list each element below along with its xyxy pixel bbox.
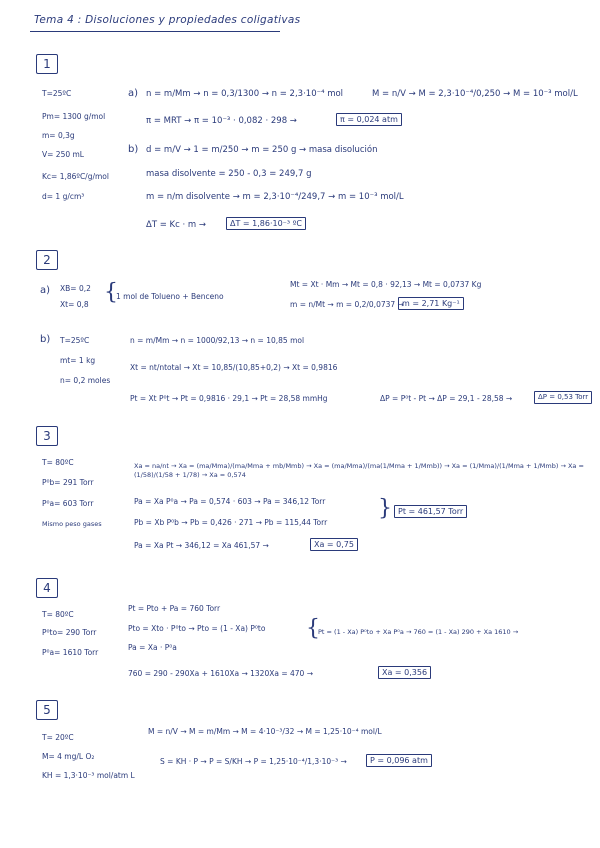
p3-data-note: Mismo peso gases	[42, 520, 102, 528]
p1-data-molar-mass: Pm= 1300 g/mol	[42, 112, 106, 121]
p1-data-volume: V= 250 mL	[42, 150, 84, 159]
p1-data-density: d= 1 g/cm³	[42, 192, 85, 201]
p5-result: P = 0,096 atm	[366, 754, 432, 767]
problem-4-number: 4	[36, 578, 58, 598]
title-underline	[30, 31, 280, 32]
p4-line1: Pt = Pto + Pa = 760 Torr	[128, 604, 221, 613]
p2-b-label: b)	[40, 334, 51, 345]
p4-line-right: Pt = (1 - Xa) P⁰to + Xa P⁰a → 760 = (1 - Xa) 290 + Xa 1610 →	[318, 628, 519, 636]
problem-2-number: 2	[36, 250, 58, 270]
p1-b-label: b)	[128, 144, 139, 155]
p1-b-line4: ΔT = Kc · m →	[146, 220, 206, 230]
p4-line4: 760 = 290 - 290Xa + 1610Xa → 1320Xa = 470 →	[128, 669, 313, 678]
p3-line4: Pa = Xa Pt → 346,12 = Xa 461,57 →	[134, 541, 269, 550]
p2-b-data-mass: mt= 1 kg	[60, 356, 96, 365]
p5-line2: S = KH · P → P = S/KH → P = 1,25·10⁻⁴/1,3·10⁻³ →	[160, 757, 347, 766]
p3-line2: Pa = Xa P⁰a → Pa = 0,574 · 603 → Pa = 346,12 Torr	[134, 497, 326, 506]
p1-a-molarity: M = n/V → M = 2,3·10⁻⁴/0,250 → M = 10⁻³ mol/L	[372, 89, 578, 99]
p1-b-line1: d = m/V → 1 = m/250 → m = 250 g → masa disolución	[146, 145, 378, 155]
p4-brace: {	[306, 616, 320, 641]
p1-b-line3: m = n/m disolvente → m = 2,3·10⁻⁴/249,7 → m = 10⁻³ mol/L	[146, 192, 404, 202]
p3-data-pb: P⁰b= 291 Torr	[42, 478, 94, 487]
p2-a-result: m = 2,71 Kg⁻¹	[398, 297, 464, 310]
p4-result: Xa = 0,356	[378, 666, 431, 679]
p2-b-line2: Xt = nt/ntotal → Xt = 10,85/(10,85+0,2) → Xt = 0,9816	[130, 363, 338, 372]
p5-line1: M = n/V → M = m/Mm → M = 4·10⁻³/32 → M = 1,25·10⁻⁴ mol/L	[148, 727, 382, 736]
p4-data-pa: P⁰a= 1610 Torr	[42, 648, 99, 657]
p3-brace: }	[378, 496, 392, 521]
p1-b-line2: masa disolvente = 250 - 0,3 = 249,7 g	[146, 169, 312, 179]
p3-xa-result: Xa = 0,75	[310, 538, 358, 551]
problem-5-number: 5	[36, 700, 58, 720]
p2-a-data-xt: Xt= 0,8	[60, 300, 89, 309]
p2-a-line1: Mt = Xt · Mm → Mt = 0,8 · 92,13 → Mt = 0,0737 Kg	[290, 280, 482, 289]
p1-a-result: π = 0,024 atm	[336, 113, 402, 126]
p2-b-data-moles: n= 0,2 moles	[60, 376, 111, 385]
p5-data-temperature: T= 20ºC	[42, 733, 74, 742]
p2-a-label: a)	[40, 285, 51, 296]
p1-data-mass: m= 0,3g	[42, 131, 75, 140]
p4-line2: Pto = Xto · P⁰to → Pto = (1 - Xa) P⁰to	[128, 624, 266, 633]
p4-data-temperature: T= 80ºC	[42, 610, 74, 619]
p3-pt-result: Pt = 461,57 Torr	[394, 505, 467, 518]
problem-3-number: 3	[36, 426, 58, 446]
p3-data-pa: P⁰a= 603 Torr	[42, 499, 94, 508]
p3-line1: Xa = na/nt → Xa = (ma/Mma)/(ma/Mma + mb/Mmb) → Xa = (ma/Mma)/(ma(1/Mma + 1/Mmb)) → Xa = (1/Mma)/(1/Mma + 1/Mmb) → Xa = (1/58)/(1/58 + 1/78) → Xa = 0,574	[134, 462, 584, 479]
p2-a-data-xb: XB= 0,2	[60, 284, 91, 293]
p3-line3: Pb = Xb P⁰b → Pb = 0,426 · 271 → Pb = 115,44 Torr	[134, 518, 328, 527]
page-title: Tema 4 : Disoluciones y propiedades coligativas	[34, 14, 301, 26]
p1-a-line1: n = m/Mm → n = 0,3/1300 → n = 2,3·10⁻⁴ mol	[146, 89, 344, 99]
problem-1-number: 1	[36, 54, 58, 74]
p4-line3: Pa = Xa · P⁰a	[128, 643, 177, 652]
p4-data-pto: P⁰to= 290 Torr	[42, 628, 97, 637]
p2-b-line1: n = m/Mm → n = 1000/92,13 → n = 10,85 mol	[130, 336, 305, 345]
p2-b-line4: ΔP = P⁰t - Pt → ΔP = 29,1 - 28,58 →	[380, 394, 513, 403]
p2-a-line2: m = n/Mt → m = 0,2/0,0737 →	[290, 300, 404, 309]
p2-a-brace: {	[104, 280, 118, 305]
p2-b-line3: Pt = Xt P⁰t → Pt = 0,9816 · 29,1 → Pt = 28,58 mmHg	[130, 394, 328, 403]
p1-a-line2: π = MRT → π = 10⁻³ · 0,082 · 298 →	[146, 116, 297, 126]
p5-data-kh: KH = 1,3·10⁻³ mol/atm L	[42, 771, 135, 780]
p3-data-temperature: T= 80ºC	[42, 458, 74, 467]
p1-data-temperature: T=25ºC	[42, 89, 72, 98]
p2-b-result: ΔP = 0,53 Torr	[534, 391, 592, 404]
p1-data-kc: Kc= 1,86ºC/g/mol	[42, 172, 109, 181]
p2-b-data-temperature: T=25ºC	[60, 336, 90, 345]
p2-a-description: 1 mol de Tolueno + Benceno	[116, 292, 224, 301]
p5-data-molarity: M= 4 mg/L O₂	[42, 752, 95, 761]
p1-a-label: a)	[128, 88, 139, 99]
p1-b-result: ΔT = 1,86·10⁻³ ºC	[226, 217, 306, 230]
